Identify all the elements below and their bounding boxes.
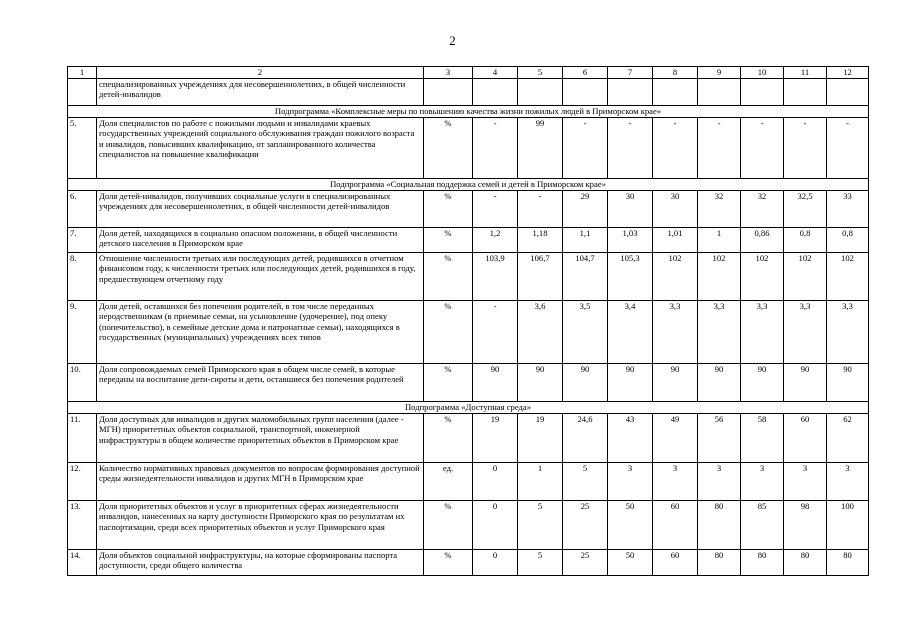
unit-cell: %	[424, 227, 473, 252]
value-cell: 0,86	[741, 227, 784, 252]
value-cell: 3	[653, 462, 698, 500]
value-cell: 106,7	[518, 252, 563, 300]
value-cell: 100	[827, 500, 869, 549]
indicator-name: специализированных учреждениях для несовершеннолетних, в общей численности детей-инвалидов	[97, 78, 424, 105]
table-row	[68, 117, 869, 178]
indicator-name: Доля доступных для инвалидов и других маломобильных групп населения (далее - МГН) приоритетных объектов социальной, транспортной, инженерной инфраструктуры в общем количестве приоритетных объектов в Приморском крае	[97, 413, 424, 462]
value-cell: 103,9	[473, 252, 518, 300]
value-cell: 50	[608, 500, 653, 549]
value-cell: 3,3	[698, 300, 741, 363]
value-cell: 1	[518, 462, 563, 500]
value-cell: 90	[784, 363, 827, 401]
unit-cell	[424, 78, 473, 105]
value-cell: 3,5	[563, 300, 608, 363]
value-cell: -	[698, 117, 741, 178]
value-cell: 102	[827, 252, 869, 300]
table-row	[68, 500, 869, 549]
value-cell: 58	[741, 413, 784, 462]
value-cell: 3	[741, 462, 784, 500]
value-cell	[563, 78, 608, 105]
value-cell: 56	[698, 413, 741, 462]
value-cell: 1,01	[653, 227, 698, 252]
value-cell: 25	[563, 549, 608, 575]
value-cell: 32	[698, 190, 741, 227]
value-cell: 3,3	[741, 300, 784, 363]
value-cell: 3	[608, 462, 653, 500]
value-cell: 3,3	[653, 300, 698, 363]
value-cell: 90	[741, 363, 784, 401]
value-cell: 49	[653, 413, 698, 462]
value-cell	[473, 78, 518, 105]
value-cell: 90	[608, 363, 653, 401]
value-cell: -	[473, 190, 518, 227]
value-cell: -	[653, 117, 698, 178]
subprogram-row	[68, 178, 869, 190]
value-cell: 3	[698, 462, 741, 500]
indicator-name: Доля приоритетных объектов и услуг в приоритетных сферах жизнедеятельности инвалидов, нанесенных на карту доступности Приморского края по результатам их паспортизации, среди всех приоритетных объектов и услуг Приморского края	[97, 500, 424, 549]
value-cell: 60	[653, 500, 698, 549]
value-cell: 3,3	[784, 300, 827, 363]
header-row	[68, 67, 869, 79]
value-cell: 33	[827, 190, 869, 227]
unit-cell: %	[424, 252, 473, 300]
header-cell: 7	[608, 67, 653, 79]
unit-cell: %	[424, 190, 473, 227]
value-cell: 50	[608, 549, 653, 575]
page-number: 2	[449, 33, 456, 48]
indicators-table	[67, 66, 869, 576]
subprogram-title: Подпрограмма «Комплексные меры по повышению качества жизни пожилых людей в Приморском крае»	[68, 105, 869, 117]
value-cell	[653, 78, 698, 105]
value-cell: 1,03	[608, 227, 653, 252]
table-row	[68, 462, 869, 500]
value-cell: 25	[563, 500, 608, 549]
value-cell: 80	[698, 500, 741, 549]
value-cell: 102	[741, 252, 784, 300]
value-cell: 3,4	[608, 300, 653, 363]
value-cell: 1,18	[518, 227, 563, 252]
value-cell: 104,7	[563, 252, 608, 300]
unit-cell: %	[424, 500, 473, 549]
table-row	[68, 549, 869, 575]
value-cell: 90	[698, 363, 741, 401]
table-row	[68, 78, 869, 105]
value-cell: 0,8	[784, 227, 827, 252]
subprogram-row	[68, 401, 869, 413]
value-cell: 1,2	[473, 227, 518, 252]
value-cell: 19	[518, 413, 563, 462]
value-cell: 1	[698, 227, 741, 252]
value-cell: 5	[518, 500, 563, 549]
value-cell: 0,8	[827, 227, 869, 252]
row-number: 11.	[68, 413, 97, 462]
header-cell: 6	[563, 67, 608, 79]
value-cell	[518, 78, 563, 105]
row-number: 9.	[68, 300, 97, 363]
value-cell: -	[784, 117, 827, 178]
table-row	[68, 363, 869, 401]
header-cell: 4	[473, 67, 518, 79]
row-number: 14.	[68, 549, 97, 575]
value-cell	[698, 78, 741, 105]
indicator-name: Доля детей-инвалидов, получивших социальные услуги в специализированных учреждениях для несовершеннолетних, в общей численности детей-инвалидов	[97, 190, 424, 227]
value-cell: 0	[473, 462, 518, 500]
unit-cell: %	[424, 363, 473, 401]
value-cell: 3,3	[827, 300, 869, 363]
unit-cell: ед.	[424, 462, 473, 500]
value-cell: 29	[563, 190, 608, 227]
indicator-name: Количество нормативных правовых документов по вопросам формирования доступной среды жизнедеятельности инвалидов и других МГН в Приморском крае	[97, 462, 424, 500]
header-cell: 2	[97, 67, 424, 79]
value-cell: -	[518, 190, 563, 227]
value-cell: -	[563, 117, 608, 178]
header-cell: 3	[424, 67, 473, 79]
indicator-name: Отношение численности третьих или последующих детей, родившихся в отчетном финансовом году, к численности третьих или последующих детей, родившихся в году, предшествующем отчетному году	[97, 252, 424, 300]
value-cell: 105,3	[608, 252, 653, 300]
value-cell: -	[741, 117, 784, 178]
unit-cell: %	[424, 300, 473, 363]
value-cell: 24,6	[563, 413, 608, 462]
value-cell: 98	[784, 500, 827, 549]
row-number: 8.	[68, 252, 97, 300]
indicator-name: Доля детей, находящихся в социально опасном положении, в общей численности детского населения в Приморском крае	[97, 227, 424, 252]
value-cell: 30	[608, 190, 653, 227]
row-number: 5.	[68, 117, 97, 178]
value-cell	[608, 78, 653, 105]
value-cell: -	[827, 117, 869, 178]
indicator-name: Доля специалистов по работе с пожилыми людьми и инвалидами краевых государственных учреждений социального обслуживания граждан пожилого возраста и инвалидов, повысивших квалификацию, от запланированного количества специалистов на повышение квалификации	[97, 117, 424, 178]
value-cell: 90	[473, 363, 518, 401]
subprogram-row	[68, 105, 869, 117]
header-cell: 5	[518, 67, 563, 79]
row-number: 10.	[68, 363, 97, 401]
value-cell: 102	[698, 252, 741, 300]
table-row	[68, 252, 869, 300]
unit-cell: %	[424, 413, 473, 462]
value-cell: 80	[698, 549, 741, 575]
header-cell: 1	[68, 67, 97, 79]
value-cell: 60	[784, 413, 827, 462]
header-cell: 12	[827, 67, 869, 79]
table-row	[68, 227, 869, 252]
value-cell	[741, 78, 784, 105]
unit-cell: %	[424, 117, 473, 178]
value-cell: 62	[827, 413, 869, 462]
value-cell: 90	[653, 363, 698, 401]
subprogram-title: Подпрограмма «Доступная среда»	[68, 401, 869, 413]
value-cell: 99	[518, 117, 563, 178]
value-cell: 85	[741, 500, 784, 549]
header-cell: 9	[698, 67, 741, 79]
indicator-name: Доля сопровождаемых семей Приморского края в общем числе семей, в которые переданы на воспитание дети-сироты и дети, оставшиеся без попечения родителей	[97, 363, 424, 401]
value-cell: 60	[653, 549, 698, 575]
value-cell: -	[473, 300, 518, 363]
value-cell: 90	[563, 363, 608, 401]
value-cell: 0	[473, 500, 518, 549]
value-cell	[784, 78, 827, 105]
value-cell: 90	[827, 363, 869, 401]
value-cell: -	[608, 117, 653, 178]
row-number	[68, 78, 97, 105]
value-cell: 5	[518, 549, 563, 575]
unit-cell: %	[424, 549, 473, 575]
header-cell: 11	[784, 67, 827, 79]
row-number: 12.	[68, 462, 97, 500]
header-cell: 10	[741, 67, 784, 79]
value-cell: 30	[653, 190, 698, 227]
value-cell: 102	[784, 252, 827, 300]
value-cell	[827, 78, 869, 105]
table-row	[68, 190, 869, 227]
value-cell: 0	[473, 549, 518, 575]
row-number: 7.	[68, 227, 97, 252]
table-row	[68, 413, 869, 462]
indicator-name: Доля объектов социальной инфраструктуры, на которые сформированы паспорта доступности, среди общего количества	[97, 549, 424, 575]
row-number: 13.	[68, 500, 97, 549]
value-cell: 90	[518, 363, 563, 401]
indicator-name: Доля детей, оставшихся без попечения родителей, в том числе переданных неродственникам (в приемные семьи, на усыновление (удочерение), под опеку (попечительство), в семейные детские дома и патронатные семьи), находящихся в государственных (муниципальных) учреждениях всех типов	[97, 300, 424, 363]
value-cell: 3	[827, 462, 869, 500]
subprogram-title: Подпрограмма «Социальная поддержка семей и детей в Приморском крае»	[68, 178, 869, 190]
value-cell: 80	[784, 549, 827, 575]
value-cell: 80	[827, 549, 869, 575]
value-cell: 43	[608, 413, 653, 462]
header-cell: 8	[653, 67, 698, 79]
value-cell: 5	[563, 462, 608, 500]
value-cell: 32	[741, 190, 784, 227]
table-row	[68, 300, 869, 363]
value-cell: 102	[653, 252, 698, 300]
value-cell: 19	[473, 413, 518, 462]
value-cell: -	[473, 117, 518, 178]
value-cell: 80	[741, 549, 784, 575]
value-cell: 3,6	[518, 300, 563, 363]
row-number: 6.	[68, 190, 97, 227]
value-cell: 32,5	[784, 190, 827, 227]
value-cell: 1,1	[563, 227, 608, 252]
value-cell: 3	[784, 462, 827, 500]
